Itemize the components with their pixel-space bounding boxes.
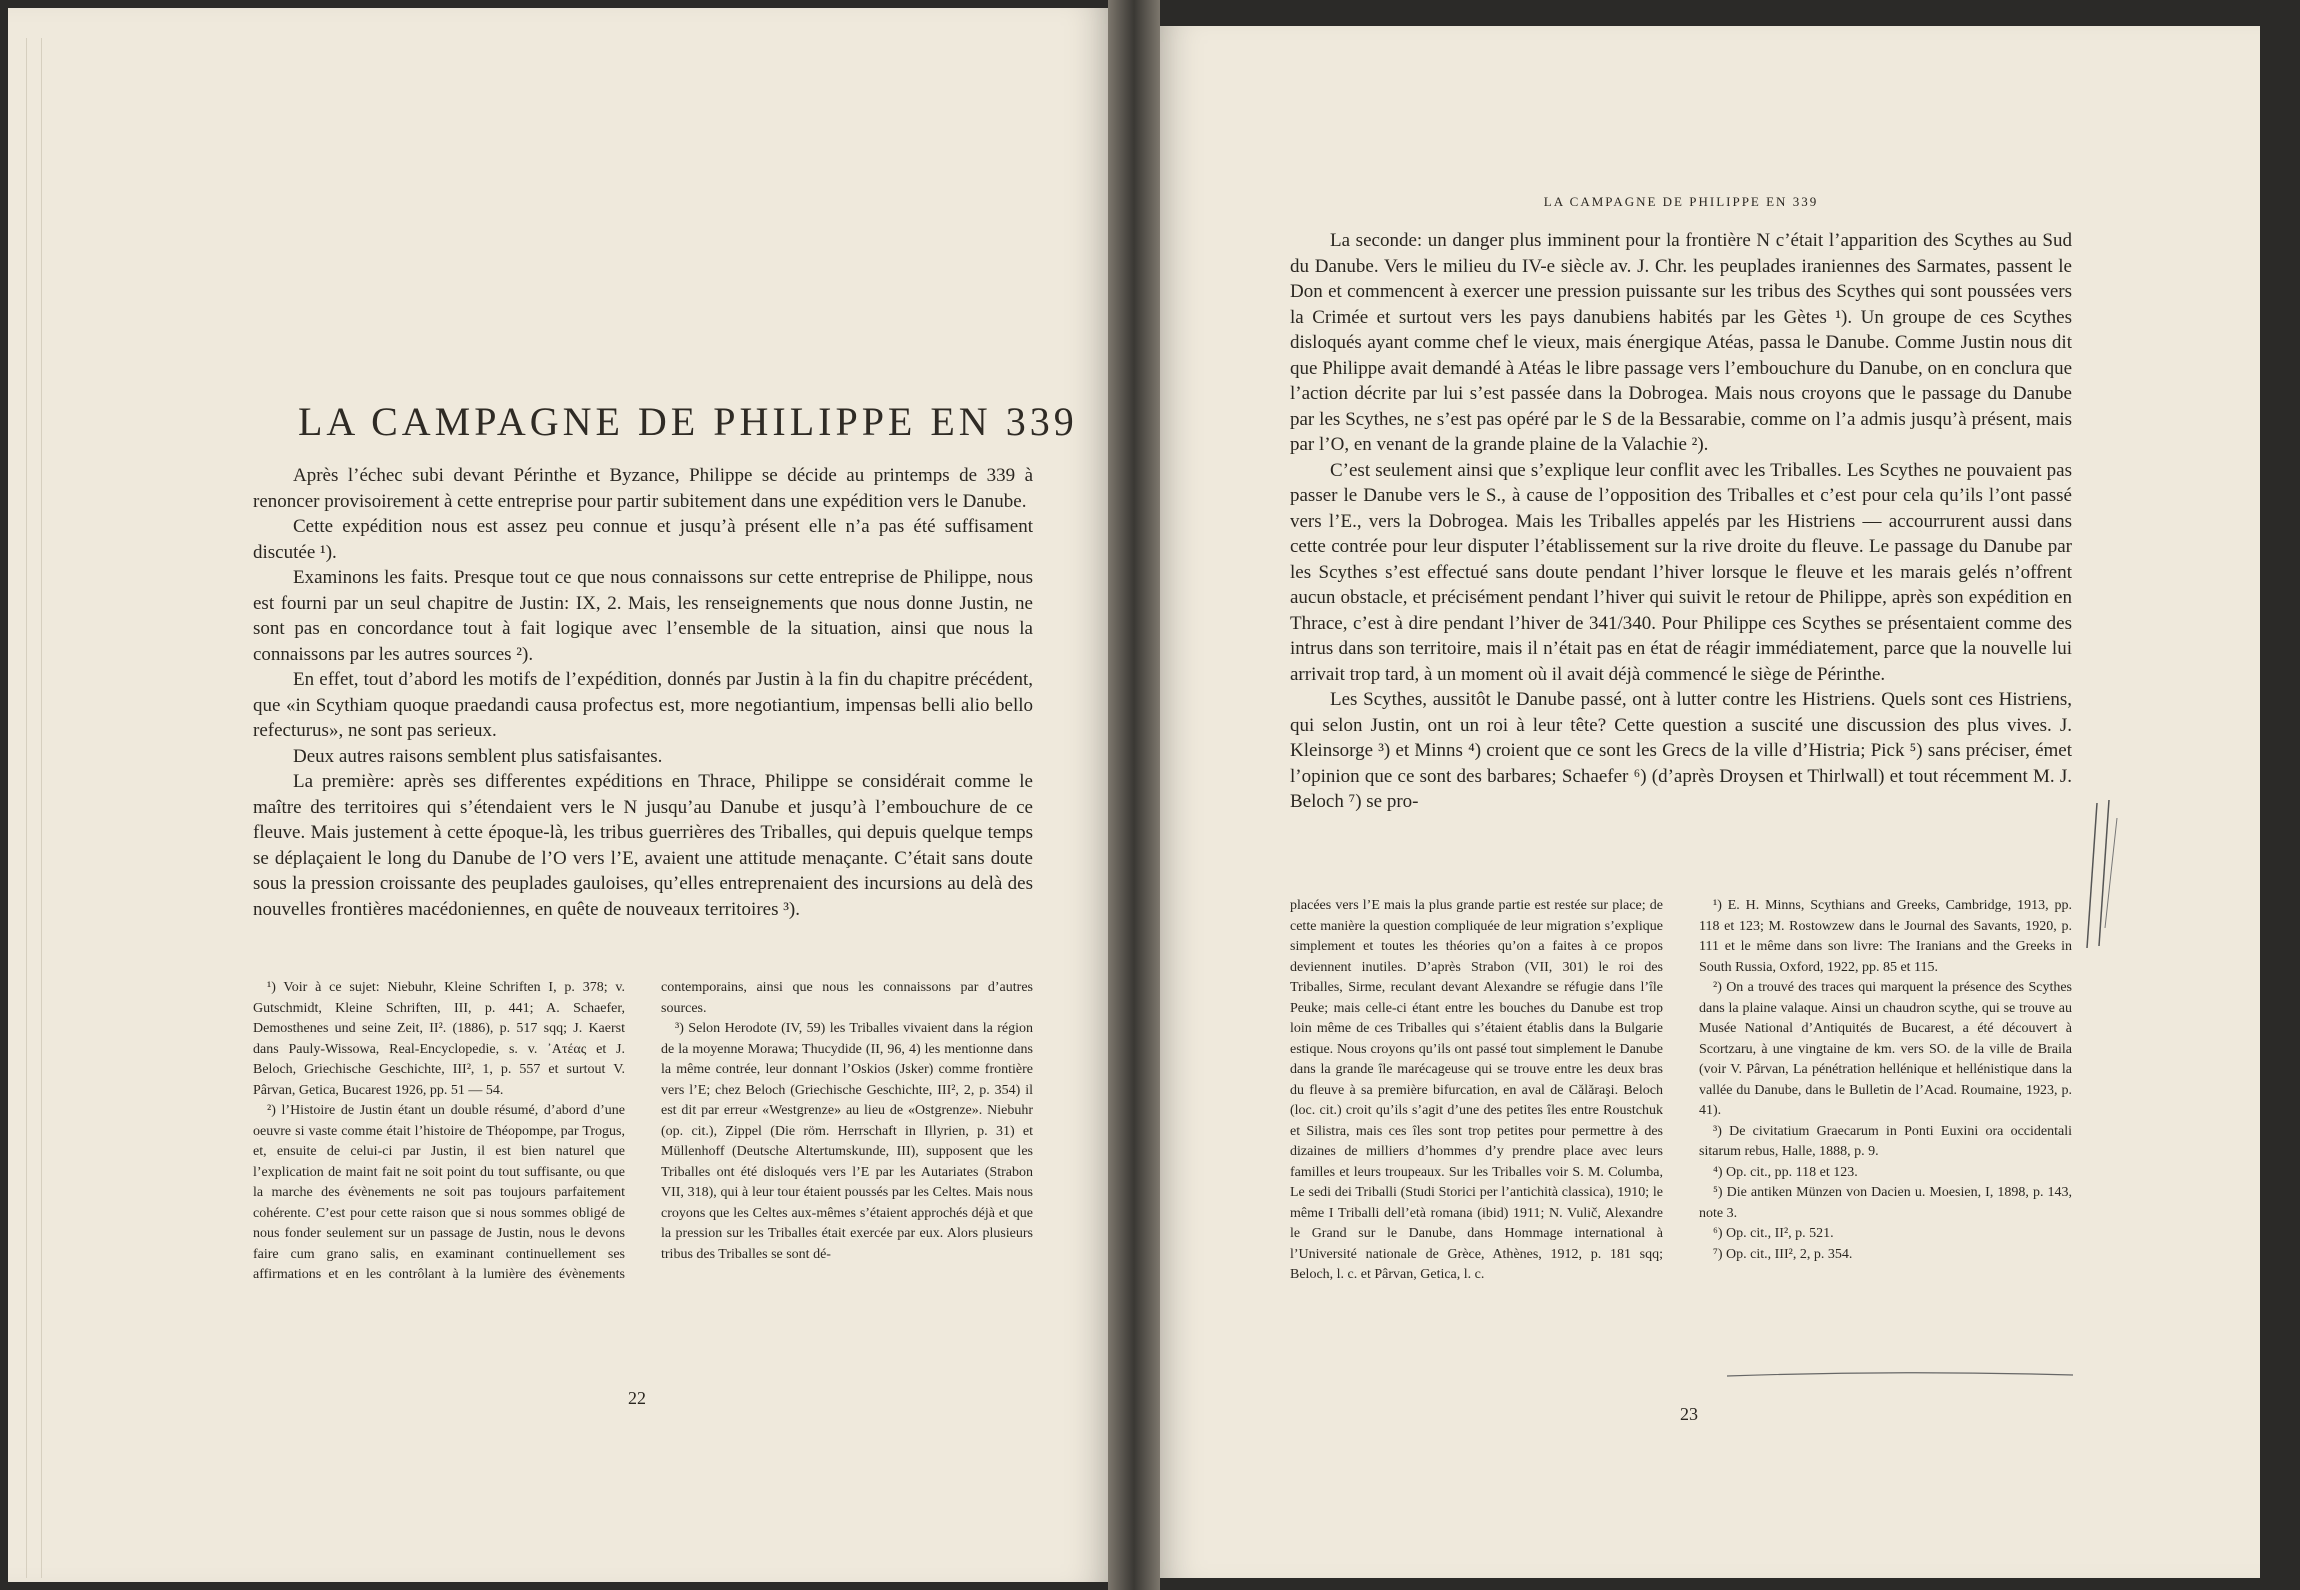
page-number: 22 bbox=[628, 1388, 646, 1408]
footnote: ⁷) Op. cit., III², 2, p. 354. bbox=[1713, 1246, 1853, 1262]
paragraph: Les Scythes, aussitôt le Danube passé, ont à lutter contre les Histriens. Quels sont ces Histriens, qui selon Justin, ont un roi à leur tête? Cette question a suscité une discussion des plus vives. J. Kleinsorge ³) et Minns ⁴) croient que ce sont les Grecs de la ville d’Histria; Pick ⁵) sans préciser, émet l’opinion que ce sont des barbares; Schaefer ⁶) (d’après Droysen et Thirlwall) et tout récemment M. J. Beloch ⁷) se pro- bbox=[1290, 689, 2072, 812]
footnote: ⁶) Op. cit., II², p. 521. bbox=[1713, 1226, 1834, 1241]
pencil-underline bbox=[1725, 1368, 2075, 1382]
footnote: placées vers l’E mais la plus grande partie est restée sur place; de cette manière la question compliquée de leur migration s’explique simplement et toutes les théories qu’on a faites à ce propos deviennent inutiles. D’après Strabon (VII, 301) le roi des Triballes, Sirme, reculant devant Alexandre se réfugie dans l’île Peuke; mais celle-ci étant entre les bouches du Danube est trop loin même de ces Triballes qui s’étaient établis dans la Bulgarie estique. Nous croyons qu’ils ont passé tout simplement le Danube dans la grande île marécageuse qui se trouve entre les deux bras du fleuve à sa première bifurcation, en aval de Călăraşi. Beloch (loc. cit.) croit qu’ils s’agit d’une des petites îles entre Roustchuk et Silistra, mais ces îles sont trop petites pour permettre à des dizaines de milliers d’hommes d’y prendre place avec leurs familles et leurs troupeaux. Sur les Triballes voir S. M. Columba, Le sedi dei Triballi (Studi Storici per l’antichità classica), 1910; le même I Triballi dell’età romana (ibid) 1911; N. Vulič, Alexandre le Grand sur le Danube, dans Hommage international à l’Université nationale de Grèce, Athènes, 1912, p. 181 sqq; Beloch, l. c. et Pârvan, Getica, l. c. bbox=[1290, 898, 1663, 1282]
paragraph: C’est seulement ainsi que s’explique leur conflit avec les Triballes. Les Scythes ne pouvaient pas passer le Danube vers le S., à cause de l’opposition des Triballes et c’est pour cela qu’ils l’ont passé vers l’E., vers la Dobrogea. Mais les Triballes appelés par les Histriens — accourrurent aussi dans cette contrée pour leur disputer l’établissement sur la rive droite du fleuve. Le passage du Danube par les Scythes s’est effectué sans doute pendant l’hiver lorsque le fleuve et les marais gelés n’offrent aucun obstacle, et précisément pendant l’hiver qui suivit le retour de Philippe, après son expédition en Thrace, c’est à dire pendant l’hiver de 341/340. Pour Philippe ces Scythes se présentaient comme des intrus dans son territoire, mais il n’était pas en état de réagir immédiatement, parce que la nouvelle lui arrivait trop tard, à un moment où il avait déjà commencé le siège de Périnthe. bbox=[1290, 459, 2072, 685]
paragraph: La première: après ses differentes expéditions en Thrace, Philippe se considérait comme le maître des territoires qui s’étendaient vers le N jusqu’au Danube et jusqu’à l’embouchure de ce fleuve. Mais justement à cette époque-là, les tribus guerrières des Triballes, qui depuis quelque temps se déplaçaient le long du Danube de l’O vers l’E, avaient une attitude menaçante. C’était sans doute sous la pression croissante des peuplades gauloises, qu’elles entreprenaient des incursions au delà des nouvelles frontières macédoniennes, en quête de nouveaux territoires ³). bbox=[253, 771, 1033, 920]
footnote: ³) Selon Herodote (IV, 59) les Triballes vivaient dans la région de la moyenne Morawa; Thucydide (II, 96, 4) les mentionne dans la même contrée, leur donnant l’Oskios (Jsker) comme frontière vers l’E; chez Beloch (Griechische Geschichte, III², 2, p. 354) il est dit par erreur «Westgrenze» au lieu de «Ostgrenze». Niebuhr (op. cit.), Zippel (Die röm. Herrschaft in Illyrien, p. 31) et Müllenhoff (Deutsche Altertumskunde, III), supposent que les Triballes ont été disloqués vers l’E par les Autariates (Strabon VII, 318), qui à leur tour étaient poussés par les Celtes. Mais nous croyons que les Celtes aux-mêmes s’étaient approchés déjà et que la pression sur les Triballes était exercée par eux. Alors plusieurs tribus des Triballes se sont dé- bbox=[661, 1021, 1033, 1262]
pencil-margin-mark bbox=[2075, 798, 2125, 958]
footnote: ²) l’Histoire de Justin étant un double résumé, d’abord d’une oeuvre si vaste comme était l’histoire de Théopompe, par Trogus, et, ensuite de celui-ci par Justin, il est bien naturel que l’explication de maint fait ne soit point du tout suffisante, ou que la marche des évènements ne soit pas toujours parfaitement cohérente. C’est pour cette raison que si nous sommes obligé de nous fonder seulement sur un passage de Justin, nous le devons faire cum grano salis, en examinant continuellement ses affirmations et en les contrôlant à la lumière des évènements contemporains, ainsi que nous les connaissons par d’autres sources. bbox=[253, 980, 1033, 1282]
footnote: ¹) E. H. Minns, Scythians and Greeks, Cambridge, 1913, pp. 118 et 123; M. Rostowzew dans le Journal des Savants, 1920, p. 111 et le même dans son livre: The Iranians and the Greeks in South Russia, Oxford, 1922, pp. 85 et 115. bbox=[1699, 898, 2072, 975]
book-gutter bbox=[1108, 0, 1160, 1590]
footnote: ⁴) Op. cit., pp. 118 et 123. bbox=[1713, 1164, 1858, 1180]
footnote: ⁵) Die antiken Münzen von Dacien u. Moesien, I, 1898, p. 143, note 3. bbox=[1699, 1185, 2072, 1221]
left-body-text bbox=[253, 463, 1033, 922]
footnote: ¹) Voir à ce sujet: Niebuhr, Kleine Schriften I, p. 378; v. Gutschmidt, Kleine Schriften, III, p. 441; A. Schaefer, Demosthenes und seine Zeit, II². (1886), p. 517 sqq; J. Kaerst dans Pauly-Wissowa, Real-Encyclopedie, s. v. ᾿Ατέας et J. Beloch, Griechische Geschichte, III², 1, p. 557 et surtout V. Pârvan, Getica, Bucarest 1926, pp. 51 — 54. bbox=[253, 980, 625, 1098]
page-number: 23 bbox=[1680, 1404, 1698, 1424]
footnote: ³) De civitatium Graecarum in Ponti Euxini ora occidentali sitarum rebus, Halle, 1888, p. 9. bbox=[1699, 1123, 2072, 1159]
page-edges bbox=[26, 38, 42, 1578]
paragraph: Examinons les faits. Presque tout ce que nous connaissons sur cette entreprise de Philippe, nous est fourni par un seul chapitre de Justin: IX, 2. Mais, les renseignements que nous donne Justin, ne sont pas en concordance tout à fait logique avec l’ensemble de la situation, ainsi que nous la connaissons par les autres sources ²). bbox=[253, 567, 1033, 665]
chapter-title: LA CAMPAGNE DE PHILIPPE EN 339 bbox=[298, 399, 1078, 444]
paragraph: Deux autres raisons semblent plus satisfaisantes. bbox=[293, 745, 663, 767]
running-head: LA CAMPAGNE DE PHILIPPE EN 339 bbox=[1543, 194, 1819, 209]
paragraph: En effet, tout d’abord les motifs de l’expédition, donnés par Justin à la fin du chapitre précédent, que «in Scythiam quoque praedandi causa profectus est, more negotiantium, impensas belli alio bello refecturus», ne sont pas serieux. bbox=[253, 669, 1033, 741]
right-footnotes bbox=[1290, 896, 2072, 1286]
paragraph: Cette expédition nous est assez peu connue et jusqu’à présent elle n’a pas été suffisament discutée ¹). bbox=[253, 516, 1033, 563]
paragraph: La seconde: un danger plus imminent pour la frontière N c’était l’apparition des Scythes au Sud du Danube. Vers le milieu du IV-e siècle av. J. Chr. les peuplades iraniennes des Sarmates, passent le Don et commencent à exercer une pression puissante sur les tribus des Scythes qui sont poussées vers la Crimée et surtout vers les pays danubiens habités par les Gètes ¹). Un groupe de ces Scythes disloqués ayant comme chef le vieux, mais énergique Atéas, passa le Danube. Comme Justin nous dit que Philippe avait demandé à Atéas le libre passage vers l’embouchure du Danube, on en conclura que l’action décrite par lui s’est passée dans la Dobrogea. Mais nous croyons que le passage du Danube par les Scythes, ne s’est pas opéré par le S de la Bessarabie, comme on l’a admis jusqu’à présent, mais par l’O, en venant de la grande plaine de la Valachie ²). bbox=[1290, 230, 2072, 455]
left-footnotes bbox=[253, 978, 1033, 1286]
right-body-text bbox=[1290, 228, 2072, 815]
right-page bbox=[1160, 26, 2260, 1578]
paragraph: Après l’échec subi devant Périnthe et Byzance, Philippe se décide au printemps de 339 à renoncer provisoirement à cette entreprise pour partir subitement dans une expédition vers le Danube. bbox=[253, 465, 1033, 512]
left-page bbox=[8, 8, 1108, 1582]
footnote: ²) On a trouvé des traces qui marquent la présence des Scythes dans la plaine valaque. Ainsi un chaudron scythe, qui se trouve au Musée National d’Antiquités de Bucarest, a été découvert à Scortzaru, à une vingtaine de km. vers SO. de la ville de Braila (voir V. Pârvan, La pénétration hellénique et hellénistique dans la vallée du Danube, dans le Bulletin de l’Acad. Roumaine, 1923, p. 41). bbox=[1699, 980, 2072, 1118]
